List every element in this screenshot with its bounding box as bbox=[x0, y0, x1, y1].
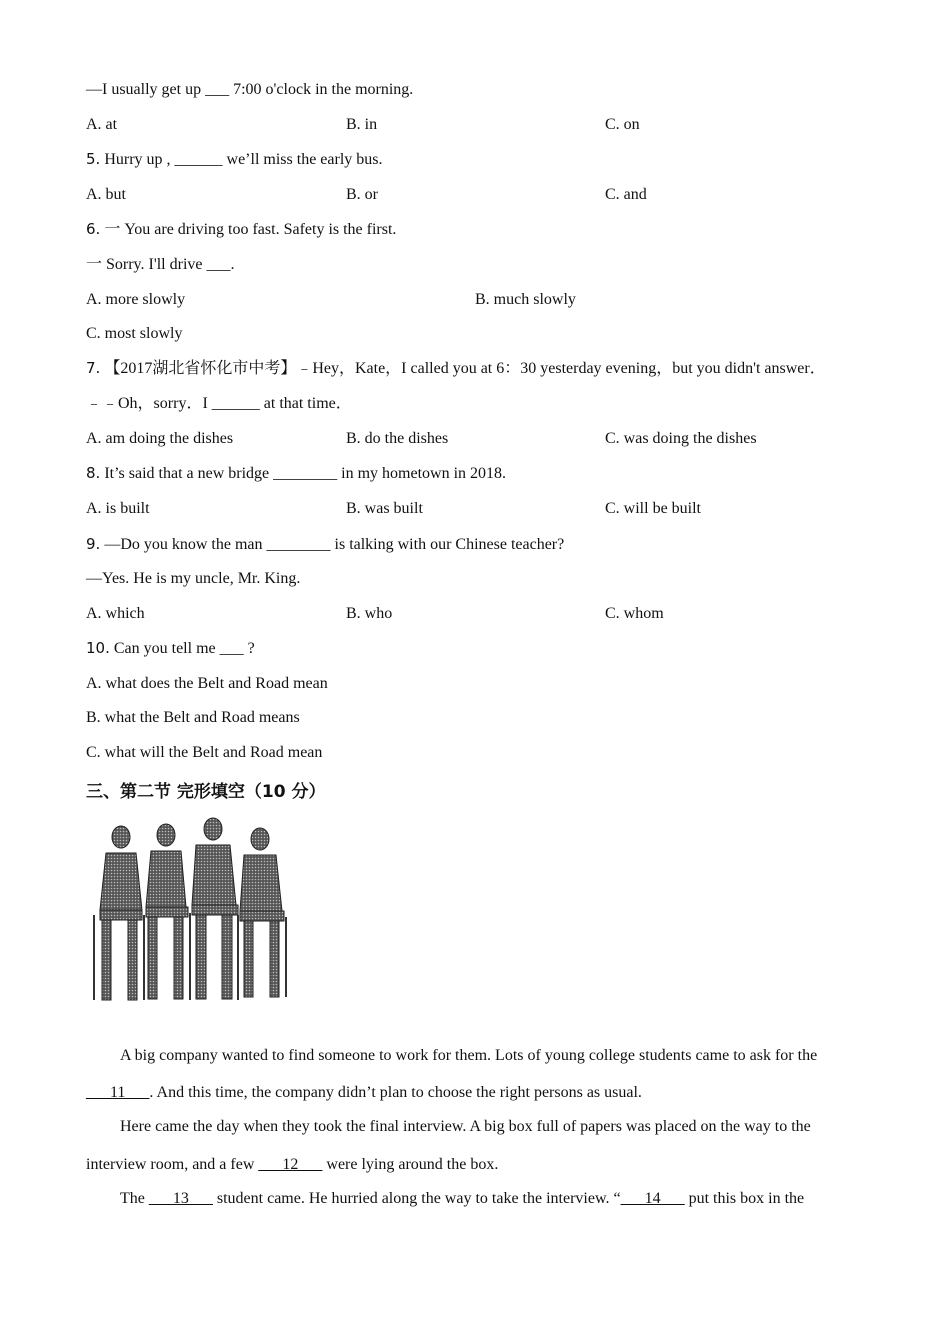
passage-p2-text-b: were lying around the box. bbox=[322, 1156, 499, 1173]
q5-option-b: B. or bbox=[346, 186, 378, 203]
passage-p2-line1: Here came the day when they took the final interview. A big box full of papers was placed on the way to the bbox=[120, 1118, 811, 1135]
q10-option-c: C. what will the Belt and Road mean bbox=[86, 744, 323, 761]
q5-option-c: C. and bbox=[605, 186, 647, 203]
q9-stem bbox=[86, 534, 564, 555]
blank-13: ___13___ bbox=[148, 1190, 213, 1207]
passage-p1-line2 bbox=[86, 1083, 856, 1103]
q10-option-a: A. what does the Belt and Road mean bbox=[86, 675, 328, 692]
q9-reply: —Yes. He is my uncle, Mr. King. bbox=[86, 570, 301, 587]
q6-reply: 一 Sorry. I'll drive ___. bbox=[86, 256, 235, 273]
q7-text: 【2017湖北省怀化市中考】﹣Hey，Kate，I called you at 6：30 yesterday evening，but you didn't answer． bbox=[104, 360, 826, 377]
q6-option-a: A. more slowly bbox=[86, 291, 186, 308]
q8-option-c: C. will be built bbox=[605, 500, 701, 517]
blank-14: ___14___ bbox=[620, 1190, 685, 1207]
q9-option-b: B. who bbox=[346, 605, 393, 622]
q10-number: 10. bbox=[86, 639, 110, 657]
q4-option-a: A. at bbox=[86, 116, 118, 133]
q6-option-c: C. most slowly bbox=[86, 325, 183, 342]
section-title: 三、第二节 完形填空（10 分） bbox=[86, 782, 326, 802]
q7-option-c: C. was doing the dishes bbox=[605, 430, 757, 447]
q5-option-a: A. but bbox=[86, 186, 126, 203]
passage-p3-text-c: put this box in the bbox=[684, 1190, 805, 1207]
q6-option-b: B. much slowly bbox=[475, 291, 576, 308]
blank-12: ___12___ bbox=[258, 1156, 323, 1173]
q4-stem: —I usually get up ___ 7:00 o'clock in the morning. bbox=[86, 81, 414, 98]
q8-option-b: B. was built bbox=[346, 500, 423, 517]
q7-stem bbox=[86, 358, 826, 379]
q5-number: 5. bbox=[86, 150, 101, 168]
q9-option-a: A. which bbox=[86, 605, 145, 622]
q10-option-b: B. what the Belt and Road means bbox=[86, 709, 300, 726]
q4-option-c: C. on bbox=[605, 116, 640, 133]
passage-p2-line2 bbox=[86, 1155, 856, 1175]
q8-option-a: A. is built bbox=[86, 500, 150, 517]
q10-stem bbox=[86, 638, 255, 659]
q9-option-c: C. whom bbox=[605, 605, 664, 622]
q7-reply: ﹣﹣Oh，sorry．I ______ at that time． bbox=[86, 395, 352, 412]
q7-number: 7. bbox=[86, 359, 101, 377]
passage-p3-text-a: The bbox=[120, 1190, 149, 1207]
q4-option-b: B. in bbox=[346, 116, 378, 133]
passage-p2-text-a: interview room, and a few bbox=[86, 1156, 259, 1173]
q7-option-a: A. am doing the dishes bbox=[86, 430, 234, 447]
q5-stem bbox=[86, 149, 383, 170]
q6-stem bbox=[86, 219, 396, 240]
q7-option-b: B. do the dishes bbox=[346, 430, 449, 447]
q8-stem bbox=[86, 463, 506, 484]
four-people-sitting-illustration bbox=[86, 815, 291, 1010]
q10-text: Can you tell me ___ ? bbox=[113, 640, 255, 657]
q8-text: It’s said that a new bridge ________ in my hometown in 2018. bbox=[104, 465, 507, 482]
q9-number: 9. bbox=[86, 535, 101, 553]
q6-number: 6. bbox=[86, 220, 101, 238]
q8-number: 8. bbox=[86, 464, 101, 482]
q6-text: 一 You are driving too fast. Safety is the first. bbox=[104, 221, 397, 238]
q5-text: Hurry up , ______ we’ll miss the early bus. bbox=[104, 151, 383, 168]
passage-p3-line1 bbox=[120, 1189, 890, 1209]
passage-p1-line1: A big company wanted to find someone to work for them. Lots of young college students came to ask for the bbox=[120, 1047, 818, 1064]
q9-text: —Do you know the man ________ is talking with our Chinese teacher? bbox=[104, 536, 565, 553]
passage-p3-text-b: student came. He hurried along the way to take the interview. “ bbox=[212, 1190, 621, 1207]
blank-11: ___11___ bbox=[86, 1084, 150, 1101]
passage-p1-text: . And this time, the company didn’t plan to choose the right persons as usual. bbox=[149, 1084, 642, 1101]
